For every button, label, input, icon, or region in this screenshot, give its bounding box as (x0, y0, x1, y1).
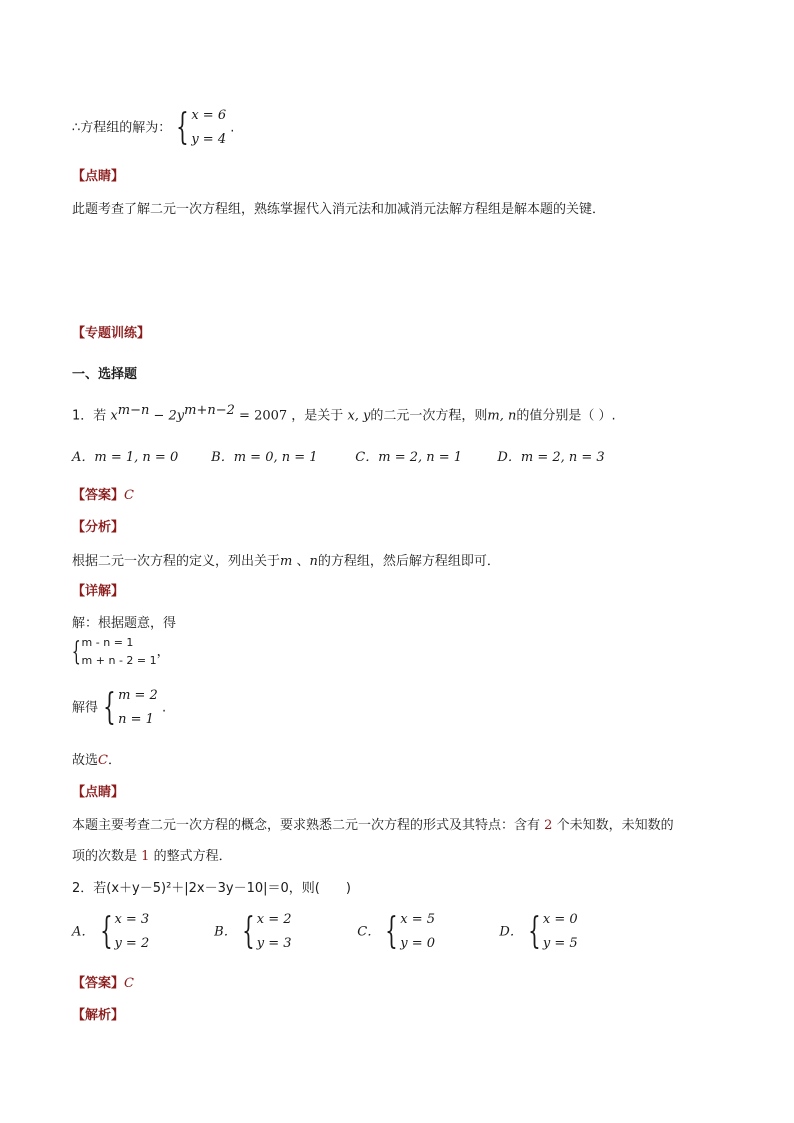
q1-conclusion: 故选C． (72, 753, 121, 768)
q1-answer-value: C (124, 488, 134, 503)
q1-xiangjie-line1: 解：根据题意，得 (72, 616, 177, 631)
q1-fenxi-text: 根据二元一次方程的定义，列出关于m 、n的方程组，然后解方程组即可． (72, 554, 500, 569)
q1-dianjing-line1: 本题主要考查二元一次方程的概念，要求熟悉二元一次方程的形式及其特点：含有 2 个未知数，未知数的 (72, 818, 674, 833)
q2-options (72, 908, 578, 956)
dianjing-heading-1: 【点睛】 (72, 169, 125, 184)
solution-suffix: . (230, 120, 235, 136)
q1-dianjing-line2: 项的次数是 1 的整式方程． (72, 849, 232, 864)
solution-prefix: ∴方程组的解为： (72, 120, 172, 136)
q2-answer: 【答案】C (72, 976, 134, 991)
q1-option-b[interactable]: B．m = 0, n = 1 (211, 450, 318, 465)
q2-option-b[interactable]: B． { x = 2 y = 3 (214, 911, 292, 952)
q1-option-a[interactable]: A．m = 1, n = 0 (72, 450, 179, 465)
q1-system-1: { m - n = 1 m + n - 2 = 1 ， (72, 634, 170, 670)
system-eq2: y = 4 (191, 132, 227, 147)
q1-jie-eq2: n = 1 (118, 712, 154, 727)
q1-option-c[interactable]: C．m = 2, n = 1 (355, 450, 463, 465)
q1-dianjing-heading: 【点睛】 (72, 785, 125, 800)
system-eq1: x = 6 (191, 108, 227, 123)
section-heading-choice: 一、选择题 (72, 367, 138, 382)
q1-fenxi-heading: 【分析】 (72, 520, 125, 535)
q2-jiexi-heading: 【解析】 (72, 1008, 125, 1023)
zhuanti-heading: 【专题训练】 (72, 326, 151, 341)
dianjing-text-1: 此题考查了解二元一次方程组，熟练掌握代入消元法和加减消元法解方程组是解本题的关键． (72, 202, 606, 217)
q2-option-c[interactable]: C． { x = 5 y = 0 (357, 911, 436, 952)
solution-system: { x = 6 y = 4 (175, 104, 226, 152)
q2-stem: 2．若(x＋y－5)²＋|2x－3y－10|＝0，则( ) (72, 881, 351, 896)
q1-options (72, 446, 605, 465)
q2-option-d[interactable]: D． { x = 0 y = 5 (499, 911, 578, 952)
q1-solution-system: 解得 { m = 2 n = 1 . (72, 684, 166, 732)
q1-stem: 1．若 $x^{m-n} - 2y^{m+n-2} = 2007$ ，是关于 x, y的二元一次方程，则m, n的值分别是（ ）. (72, 403, 616, 424)
q2-option-a[interactable]: A． { x = 3 y = 2 (72, 911, 150, 952)
q1-sys1-eq1: m - n = 1 (81, 636, 134, 649)
solution-line (72, 104, 234, 152)
q1-option-d[interactable]: D．m = 2, n = 3 (497, 450, 605, 465)
q1-answer: 【答案】C (72, 488, 134, 503)
q1-jie-eq1: m = 2 (118, 688, 158, 703)
q2-answer-value: C (124, 976, 134, 991)
q1-xiangjie-heading: 【详解】 (72, 584, 125, 599)
q1-sys1-eq2: m + n - 2 = 1 (81, 654, 157, 667)
